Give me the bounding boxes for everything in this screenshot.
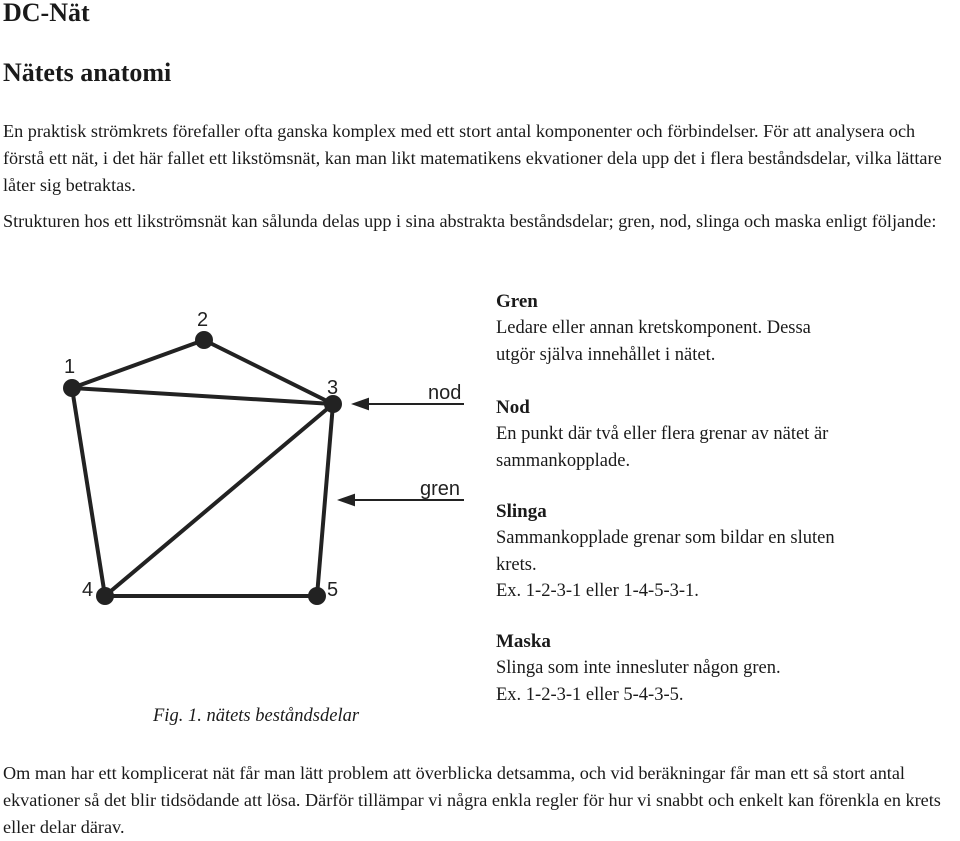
node-2-dot: [195, 331, 213, 349]
edge-1-4: [72, 388, 105, 596]
intro-paragraph: En praktisk strömkrets förefaller ofta ganska komplex med ett stort antal komponenter och förbindelser. För att analysera och förstå ett nät, i det här fallet ett likstömsnät, kan man likt matematikens ekvationer dela upp det i flera beståndsdelar, vilka lättare låter sig betraktas.: [3, 121, 942, 195]
definition-line: En punkt där två eller flera grenar av nätet är: [496, 424, 829, 444]
structure-paragraph: Strukturen hos ett likströmsnät kan sålunda delas upp i sina abstrakta beståndsdelar; gren, nod, slinga och maska enligt följande:: [3, 211, 937, 231]
node-4-dot: [96, 587, 114, 605]
definition-slinga: [496, 498, 956, 605]
definition-term: Maska: [496, 631, 551, 652]
gren-arrow-head: [340, 495, 354, 505]
node-1-dot: [63, 379, 81, 397]
network-diagram: [50, 290, 490, 740]
node-4-label: 4: [82, 579, 94, 601]
conclusion-paragraph: Om man har ett komplicerat nät får man lätt problem att överblicka detsamma, och vid beräkningar får man ett så stort antal ekvationer så det blir tidsödande att lösa. Därför tillämpar vi några enkla regler för hur vi snabbt och enkelt kan förenkla en krets eller delar därav.: [3, 763, 941, 837]
node-1-label: 1: [64, 356, 76, 378]
node-5-dot: [308, 587, 326, 605]
nod-arrow-head: [354, 399, 368, 409]
document-title: DC-Nät: [3, 0, 90, 27]
section-heading: Nätets anatomi: [3, 58, 172, 87]
definition-line: sammankopplade.: [496, 450, 631, 471]
definition-line: krets.: [496, 554, 537, 575]
gren-annotation-label: gren: [420, 478, 461, 500]
definition-line: utgör själva innehållet i nätet.: [496, 344, 716, 365]
figure-caption: Fig. 1. nätets beståndsdelar: [153, 706, 360, 726]
definition-line: Sammankopplade grenar som bildar en sluten: [496, 528, 835, 548]
definition-line: Slinga som inte innesluter någon gren.: [496, 658, 781, 678]
definition-example: Ex. 1-2-3-1 eller 5-4-3-5.: [496, 684, 684, 705]
node-5-label: 5: [327, 579, 339, 601]
node-2-label: 2: [197, 309, 209, 331]
definition-term: Gren: [496, 291, 538, 312]
edge-1-3: [72, 388, 333, 404]
definition-gren: [496, 288, 956, 368]
definition-maska: [496, 628, 956, 708]
edge-1-2: [72, 340, 204, 388]
definition-example: Ex. 1-2-3-1 eller 1-4-5-3-1.: [496, 581, 699, 601]
nod-annotation-label: nod: [428, 382, 462, 404]
definition-nod: [496, 394, 956, 474]
definition-term: Slinga: [496, 501, 547, 522]
edge-2-3: [204, 340, 333, 404]
definition-line: Ledare eller annan kretskomponent. Dessa: [496, 318, 811, 338]
edge-4-3: [105, 404, 333, 596]
definition-term: Nod: [496, 397, 530, 418]
edge-3-5: [317, 404, 333, 596]
node-3-label: 3: [327, 377, 339, 399]
